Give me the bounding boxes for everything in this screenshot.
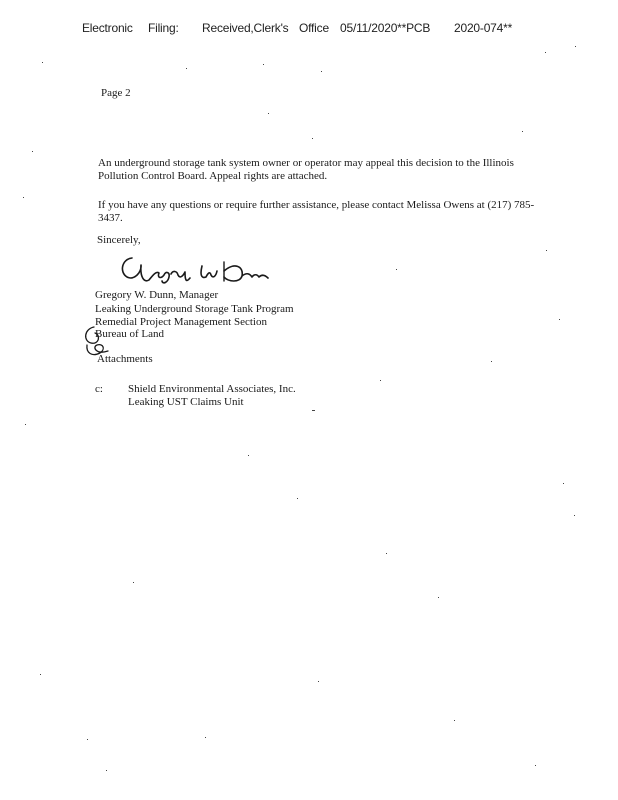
cc-label: c: — [95, 383, 103, 395]
header-filing: Filing: — [148, 21, 179, 35]
header-received: Received,Clerk's — [202, 21, 289, 35]
contact-paragraph: If you have any questions or require further assistance, please contact Melissa Owens at (217) 785-3437. — [98, 199, 535, 224]
attachments-label: Attachments — [97, 353, 153, 365]
header-date: 05/11/2020**PCB — [340, 21, 431, 35]
signer-section: Remedial Project Management Section — [95, 316, 267, 328]
header-office: Office — [299, 21, 329, 35]
signer-program: Leaking Underground Storage Tank Program — [95, 303, 294, 315]
cc-recipient: Leaking UST Claims Unit — [128, 396, 244, 408]
header-docket: 2020-074** — [454, 21, 513, 35]
handwritten-signature — [116, 250, 272, 286]
page-number: Page 2 — [101, 87, 131, 99]
cc-recipient: Shield Environmental Associates, Inc. — [128, 383, 296, 395]
header-electronic: Electronic — [82, 21, 133, 35]
appeal-paragraph: An underground storage tank system owner or operator may appeal this decision to the Illinois Pollution Control Board. Appeal rights are attached. — [98, 157, 514, 182]
signer-name-title: Gregory W. Dunn, Manager — [95, 289, 219, 301]
signer-bureau: Bureau of Land — [95, 328, 165, 340]
closing: Sincerely, — [97, 234, 141, 246]
